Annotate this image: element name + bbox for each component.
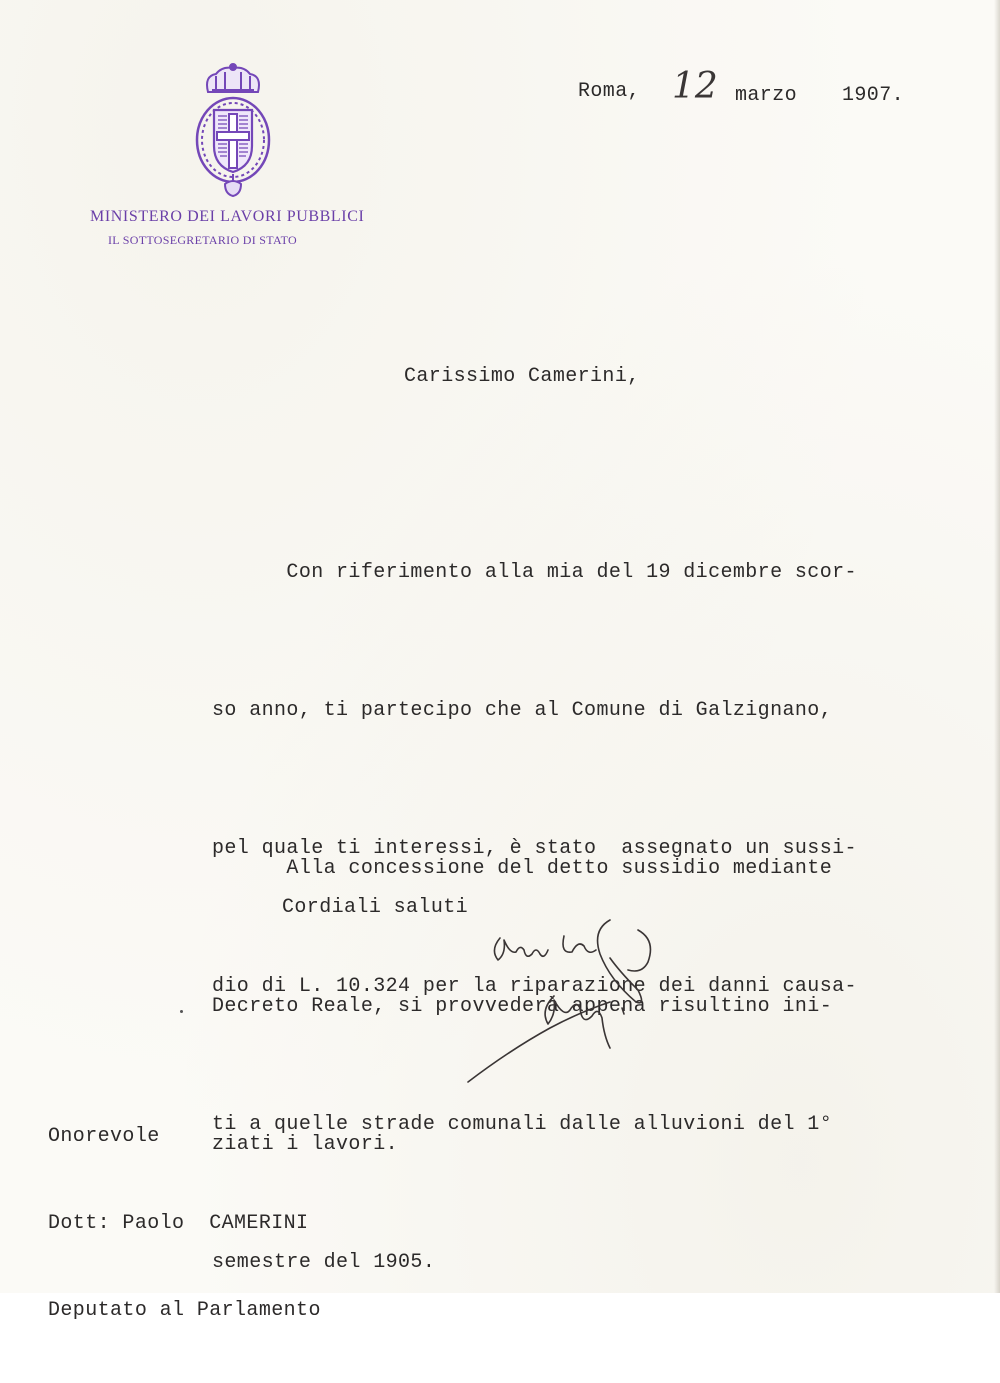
text-line: so anno, ti partecipo che al Comune di Galzignano, — [212, 699, 833, 722]
savoy-crest-icon — [192, 62, 274, 198]
addressee-name: Dott: Paolo CAMERINI — [48, 1212, 309, 1235]
text-line: ti a quelle strade comunali dalle alluvioni del 1° — [212, 1113, 833, 1136]
text-line: Alla concessione del detto sussidio mediante — [212, 857, 833, 880]
addressee-title: Onorevole — [48, 1125, 160, 1148]
salutation: Carissimo Camerini, — [404, 365, 640, 388]
addressee-role: Deputato al Parlamento — [48, 1299, 321, 1322]
handwritten-signature-icon — [460, 910, 660, 1090]
text-line: ziati i lavori. — [212, 1133, 399, 1156]
ministry-name: MINISTERO DEI LAVORI PUBBLICI — [90, 208, 365, 225]
closing: Cordiali saluti — [282, 896, 469, 919]
page-edge-shadow — [994, 0, 1000, 1293]
text-line: semestre del 1905. — [212, 1251, 436, 1274]
addressee-block — [48, 1064, 321, 1383]
text-line: Decreto Reale, si provvederà appena risultino ini- — [212, 995, 833, 1018]
text-line: pel quale ti interessi, è stato assegnato un sussi- — [212, 837, 857, 860]
text-line: dio di L. 10.324 per la riparazione dei danni causa- — [212, 975, 857, 998]
dateline-place: Roma, — [578, 80, 641, 103]
text-line: Con riferimento alla mia del 19 dicembre scor- — [212, 561, 857, 584]
dateline-month: marzo — [735, 84, 798, 107]
dateline-year: 1907. — [842, 84, 905, 107]
office-title: IL SOTTOSEGRETARIO DI STATO — [108, 233, 297, 247]
paper-speck — [180, 1010, 183, 1013]
dateline-day-handwritten: 12 — [672, 66, 718, 107]
